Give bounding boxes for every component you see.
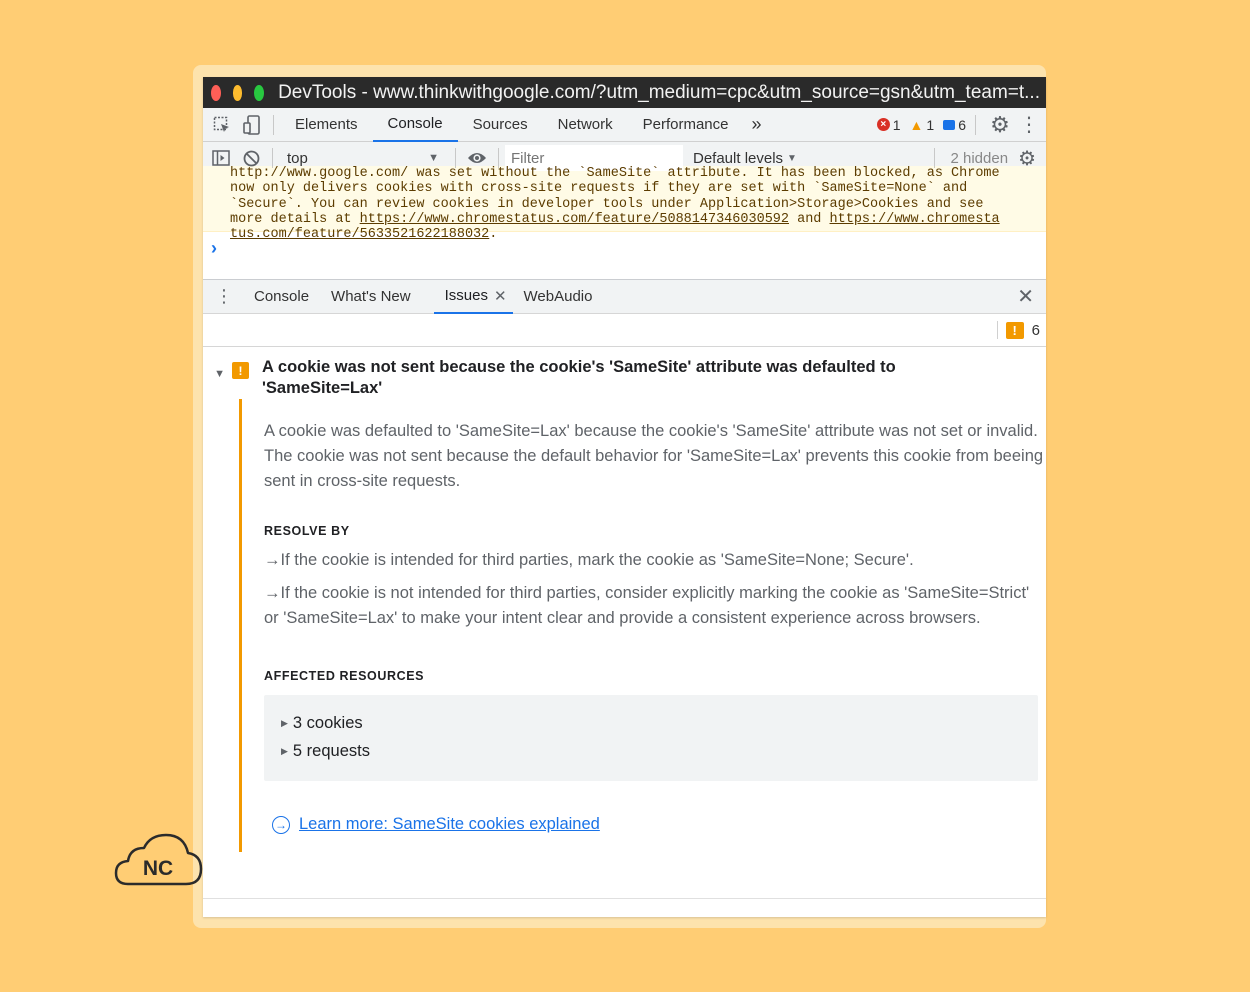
more-tabs-button[interactable]: » (751, 114, 762, 134)
chevron-down-icon: ▼ (787, 152, 797, 164)
warning-icon: ▲ (909, 116, 924, 133)
inspect-element-icon[interactable] (207, 108, 237, 142)
toolbar-divider (934, 148, 935, 168)
message-line: now only delivers cookies with cross-site requests if they are set with `SameSite=None` and (230, 181, 968, 197)
affected-heading: AFFECTED RESOURCES (264, 669, 425, 683)
logo-text: NC (142, 857, 174, 880)
console-settings-gear-icon[interactable]: ⚙ (1018, 147, 1036, 170)
toolbar-divider (975, 115, 976, 135)
devtools-window (203, 77, 1046, 917)
issue-warning-icon: ! (232, 362, 249, 379)
issues-toolbar (203, 314, 1046, 347)
close-drawer-icon[interactable]: ✕ (1017, 286, 1034, 308)
drawer-tab-webaudio[interactable]: WebAudio (523, 288, 593, 305)
message-line: http://www.google.com/ was set without the `SameSite` attribute. It has been blocked, as Chrome (230, 166, 1000, 181)
error-icon: × (877, 118, 890, 131)
close-window-button[interactable] (211, 85, 221, 101)
zoom-window-button[interactable] (254, 85, 264, 101)
affected-resources (264, 695, 1038, 781)
message-count: 6 (958, 116, 966, 133)
message-line (230, 212, 1028, 227)
hidden-count-label: 2 hidden (950, 149, 1009, 167)
issue-item (203, 347, 1046, 852)
learn-more[interactable] (272, 815, 1036, 834)
affected-label: 5 requests (292, 742, 370, 760)
affected-cookies[interactable] (281, 709, 1022, 737)
log-levels-label: Default levels (693, 149, 784, 167)
toolbar-divider (455, 148, 456, 168)
message-icon (943, 120, 955, 130)
learn-more-link[interactable]: Learn more: SameSite cookies explained (299, 815, 600, 833)
issue-warning-icon: ! (1006, 322, 1024, 339)
expand-triangle-icon: ▶ (281, 718, 288, 728)
tab-elements[interactable]: Elements (295, 116, 358, 133)
window-title: DevTools - www.thinkwithgoogle.com/?utm_medium=cpc&utm_source=gsn&utm_team=t... (278, 81, 1040, 103)
tab-console[interactable]: Console (373, 108, 458, 142)
chevron-down-icon: ▼ (428, 152, 439, 164)
affected-requests[interactable] (281, 737, 1022, 765)
arrow-circle-icon: → (272, 816, 290, 834)
device-toolbar-icon[interactable] (237, 108, 267, 142)
message-text: more details at (230, 211, 360, 227)
expand-triangle-icon: ▶ (281, 746, 288, 756)
tab-performance[interactable]: Performance (642, 116, 729, 133)
message-text: . (489, 227, 498, 243)
kebab-menu-icon[interactable]: ⋮ (1019, 114, 1039, 136)
title-bar (203, 77, 1046, 108)
context-selector[interactable] (279, 150, 449, 167)
drawer-tab-issues[interactable] (434, 280, 513, 314)
message-text: and (789, 211, 830, 227)
minimize-window-button[interactable] (233, 85, 243, 101)
issue-body (239, 399, 1044, 852)
toolbar-divider (997, 321, 998, 339)
drawer-tabbar (203, 279, 1046, 314)
console-warning-message (203, 166, 1046, 243)
issue-counters[interactable] (877, 108, 1046, 142)
message-line: `Secure`. You can review cookies in developer tools under Application>Storage>Cookies and see (230, 196, 984, 212)
toolbar-divider (498, 148, 499, 168)
error-count: 1 (892, 116, 901, 133)
issue-description: A cookie was defaulted to 'SameSite=Lax' because the cookie's 'SameSite' attribute was not set or invalid. The cookie was not sent because the default behavior for 'SameSite=Lax' prevents this cookie from beeing sent in cross-site requests. (264, 422, 1044, 490)
chromestatus-link-2-cont[interactable]: tus.com/feature/5633521622188032 (230, 227, 490, 243)
chromestatus-link-2[interactable]: https://www.chromesta (829, 211, 1000, 227)
drawer-menu-icon[interactable]: ⋮ (215, 286, 233, 306)
drawer-tab-issues-label: Issues (444, 287, 488, 304)
toolbar-divider (272, 148, 273, 168)
resolve-step: →If the cookie is intended for third parties, mark the cookie as 'SameSite=None; Secure'. (264, 551, 914, 569)
collapse-triangle-icon[interactable]: ▼ (214, 368, 225, 380)
issue-header[interactable] (203, 357, 1036, 399)
drawer-tab-console[interactable]: Console (254, 288, 310, 305)
prompt-chevron-icon: › (211, 238, 217, 258)
tab-network[interactable]: Network (557, 116, 613, 133)
resolve-heading: RESOLVE BY (264, 524, 350, 538)
gear-icon[interactable]: ⚙ (990, 111, 1010, 137)
bottom-divider (203, 898, 1046, 899)
log-levels-dropdown[interactable] (683, 150, 807, 167)
toolbar-divider (273, 115, 274, 135)
resolve-step: →If the cookie is not intended for third parties, consider explicitly marking the cookie as 'SameSite=Strict' or 'SameSite=Lax' to make your intent clear and provide a consistent experience across browsers. (264, 584, 1030, 627)
nc-cloud-logo (114, 832, 204, 890)
context-value: top (287, 149, 308, 167)
main-toolbar (203, 108, 1046, 142)
issue-title: A cookie was not sent because the cookie's 'SameSite' attribute was defaulted to 'SameSite=Lax' (262, 358, 896, 397)
warning-count: 1 (926, 116, 935, 133)
issues-count: 6 (1031, 321, 1040, 339)
close-tab-icon[interactable]: ✕ (493, 287, 507, 305)
drawer-tab-whats-new[interactable]: What's New (331, 288, 411, 305)
affected-label: 3 cookies (292, 714, 363, 732)
chromestatus-link-1[interactable]: https://www.chromestatus.com/feature/5088147346030592 (359, 211, 789, 227)
tab-sources[interactable]: Sources (472, 116, 528, 133)
